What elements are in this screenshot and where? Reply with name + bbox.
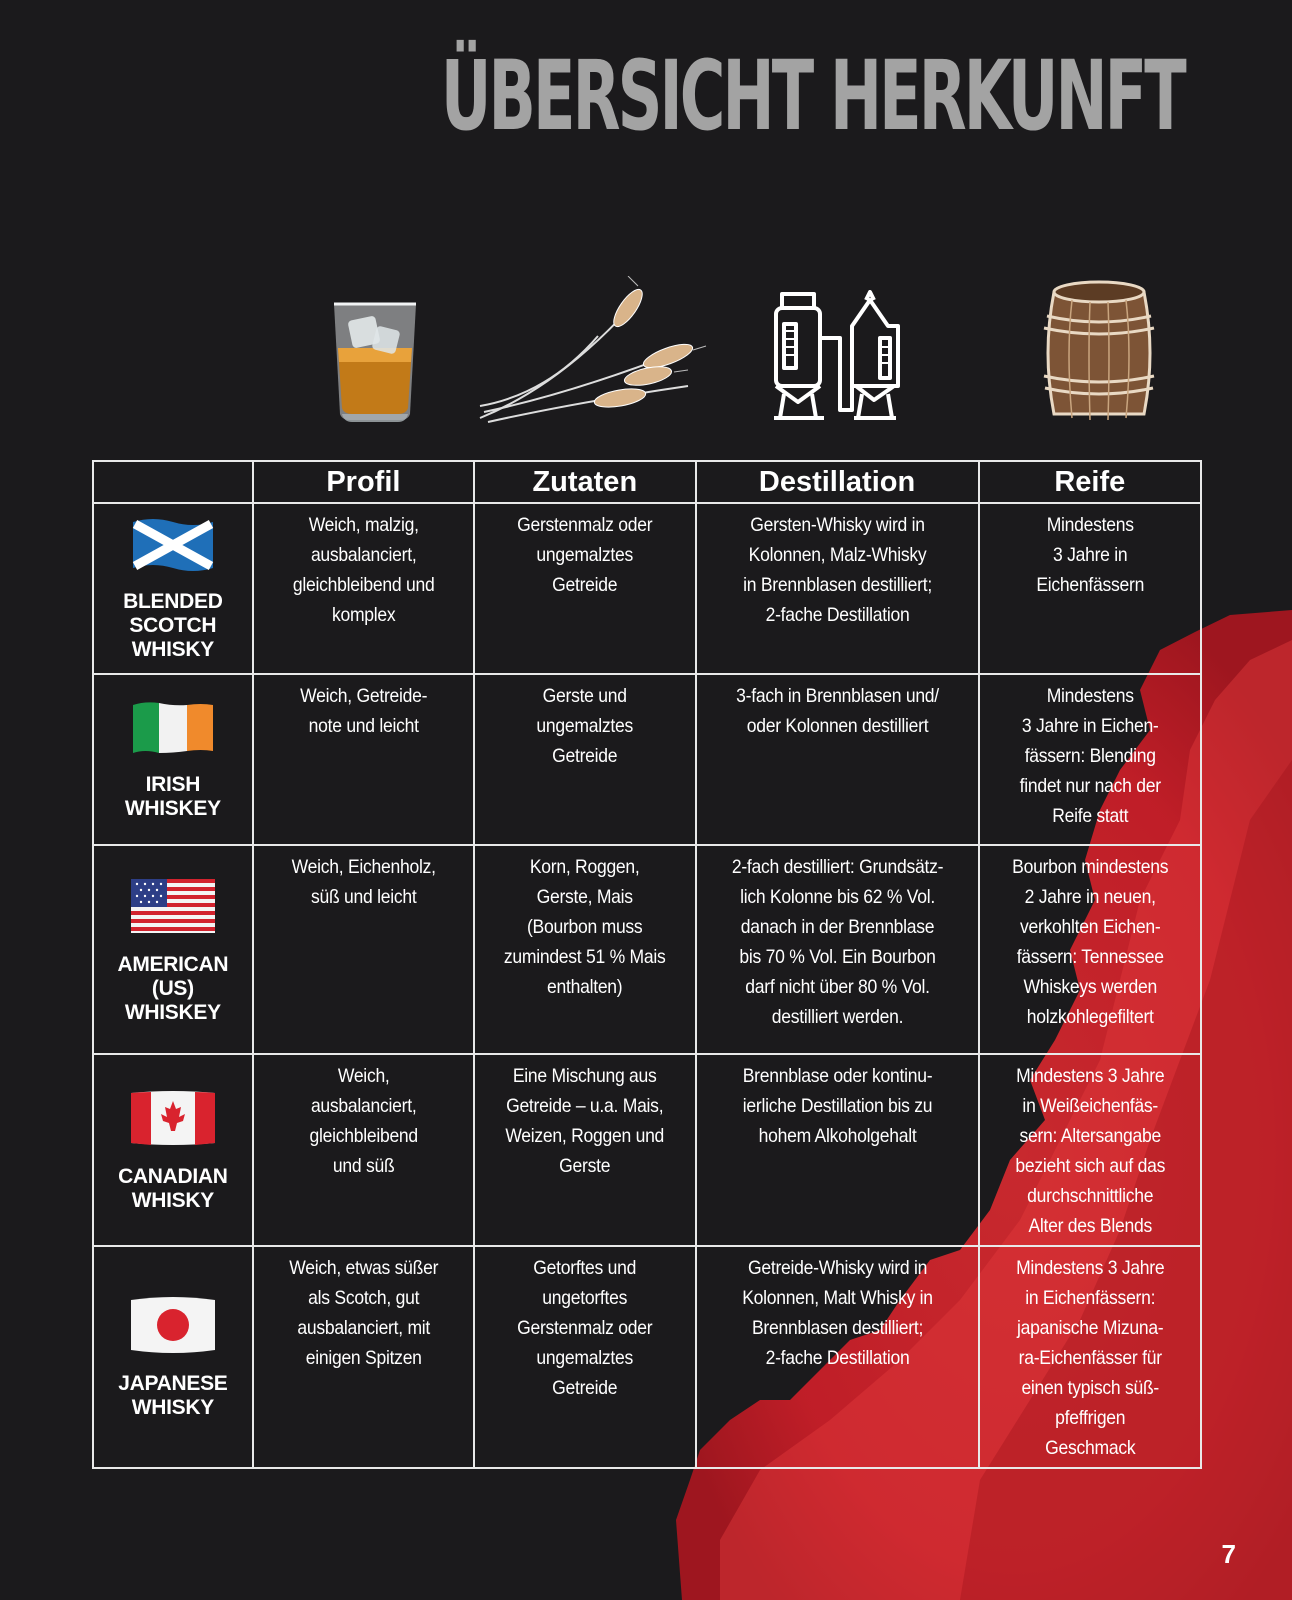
reife-cell: Mindestens 3 Jahre in Eichenfässern	[979, 503, 1201, 674]
destillation-cell: Brennblase oder kontinu- ierliche Destillation bis zu hohem Alkoholgehalt	[696, 1054, 979, 1246]
destillation-cell: Gersten-Whisky wird in Kolonnen, Malz-Whisky in Brennblasen destilliert; 2-fache Destillation	[696, 503, 979, 674]
header-destillation: Destillation	[696, 461, 979, 503]
reife-cell: Bourbon mindestens 2 Jahre in neuen, verkohlten Eichen- fässern: Tennessee Whiskeys werden holzkohlegefiltert	[979, 845, 1201, 1054]
canada-flag-icon	[129, 1087, 217, 1149]
origin-name: CANADIAN WHISKY	[118, 1165, 228, 1212]
header-reife: Reife	[979, 461, 1201, 503]
header-zutaten: Zutaten	[474, 461, 695, 503]
reife-cell: Mindestens 3 Jahre in Eichenfässern: japanische Mizuna- ra-Eichenfässer für einen typisch süß- pfeffrigen Geschmack	[979, 1246, 1201, 1468]
scotland-flag-icon	[131, 516, 215, 574]
zutaten-cell: Eine Mischung aus Getreide – u.a. Mais, Weizen, Roggen und Gerste	[474, 1054, 695, 1246]
barrel-icon	[1038, 278, 1160, 428]
zutaten-cell: Gerstenmalz oder ungemalztes Getreide	[474, 503, 695, 674]
table-row	[93, 1246, 1201, 1468]
origin-name: AMERICAN (US) WHISKEY	[117, 952, 229, 1024]
origin-name: IRISH WHISKEY	[124, 772, 221, 820]
zutaten-cell: Korn, Roggen, Gerste, Mais (Bourbon muss zumindest 51 % Mais enthalten)	[474, 845, 695, 1054]
reife-cell: Mindestens 3 Jahre in Eichen- fässern: Blending findet nur nach der Reife statt	[979, 674, 1201, 845]
header-profil: Profil	[253, 461, 474, 503]
origin-overview-table	[92, 460, 1202, 1469]
header-origin	[93, 461, 253, 503]
page-number: 7	[1221, 1539, 1236, 1569]
profil-cell: Weich, etwas süßer als Scotch, gut ausbalanciert, mit einigen Spitzen	[253, 1246, 474, 1468]
profil-cell: Weich, Getreide- note und leicht	[253, 674, 474, 845]
profil-cell: Weich, ausbalanciert, gleichbleibend und süß	[253, 1054, 474, 1246]
reife-cell: Mindestens 3 Jahre in Weißeichenfäs- sern: Altersangabe bezieht sich auf das durchschnittliche Alter des Blends	[979, 1054, 1201, 1246]
origin-cell	[93, 845, 253, 1054]
destillation-cell: 3-fach in Brennblasen und/ oder Kolonnen destilliert	[696, 674, 979, 845]
zutaten-cell: Gerste und ungemalztes Getreide	[474, 674, 695, 845]
origin-cell	[93, 1054, 253, 1246]
table-header-row	[93, 461, 1201, 503]
table-row	[93, 1054, 1201, 1246]
wheat-icon	[478, 276, 708, 428]
origin-name: JAPANESE WHISKY	[118, 1372, 228, 1419]
japan-flag-icon	[129, 1294, 217, 1356]
whisky-glass-icon	[328, 296, 422, 424]
table-row	[93, 845, 1201, 1054]
origin-cell	[93, 674, 253, 845]
usa-flag-icon	[129, 875, 217, 937]
ireland-flag-icon	[131, 699, 215, 757]
origin-cell	[93, 1246, 253, 1468]
profil-cell: Weich, malzig, ausbalanciert, gleichbleibend und komplex	[253, 503, 474, 674]
origin-name: BLENDED SCOTCH WHISKY	[123, 589, 223, 661]
table-row	[93, 674, 1201, 845]
destillation-cell: Getreide-Whisky wird in Kolonnen, Malt Whisky in Brennblasen destilliert; 2-fache Destillation	[696, 1246, 979, 1468]
page-title: ÜBERSICHT HERKUNFT	[441, 40, 1184, 152]
table-row	[93, 503, 1201, 674]
destillation-cell: 2-fach destilliert: Grundsätz- lich Kolonne bis 62 % Vol. danach in der Brennblase bis 70 % Vol. Ein Bourbon darf nicht über 80 % Vol. destilliert werden.	[696, 845, 979, 1054]
origin-cell	[93, 503, 253, 674]
profil-cell: Weich, Eichenholz, süß und leicht	[253, 845, 474, 1054]
zutaten-cell: Getorftes und ungetorftes Gerstenmalz oder ungemalztes Getreide	[474, 1246, 695, 1468]
still-icon	[770, 290, 910, 428]
